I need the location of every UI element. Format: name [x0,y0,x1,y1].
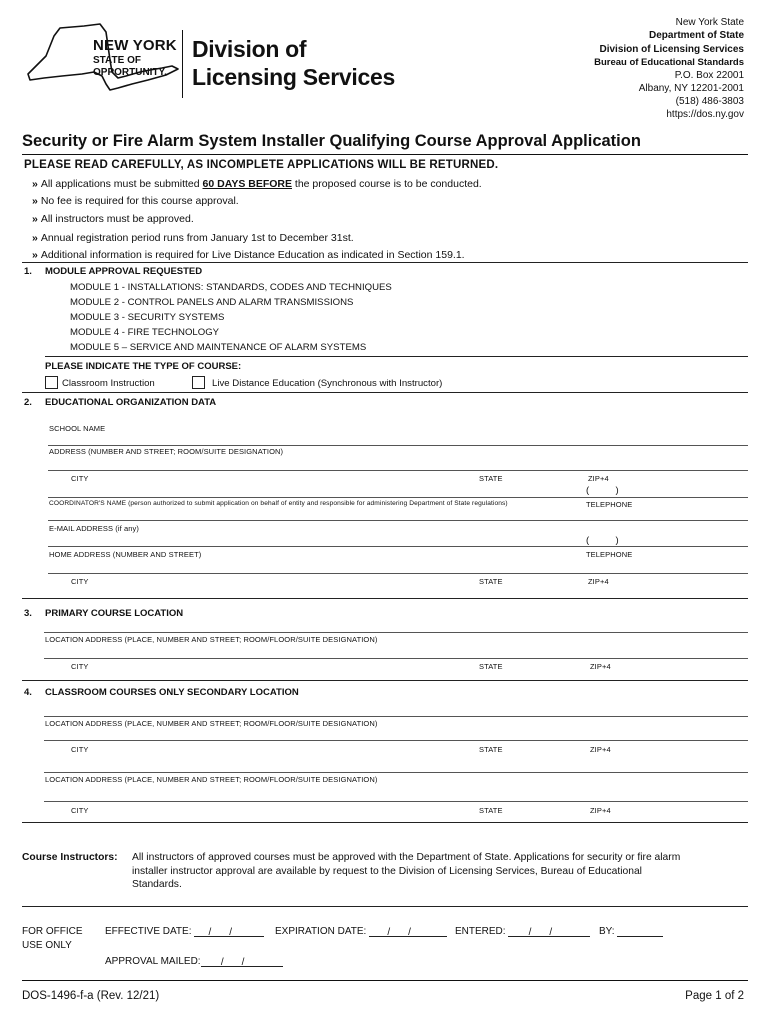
telephone-label: TELEPHONE [586,500,633,509]
form-title: Security or Fire Alarm System Installer Qualifying Course Approval Application [22,132,641,150]
secondary-city-field-2[interactable] [44,801,748,802]
email-label: E-MAIL ADDRESS (if any) [49,524,139,533]
bullet-registration [32,232,354,244]
telephone-label: TELEPHONE [586,550,633,559]
zip-label: ZIP+4 [590,806,611,815]
entered-label: ENTERED: [455,926,506,937]
entered-field[interactable] [508,927,590,937]
chevron-icon: » [32,178,38,190]
home-address-field[interactable] [48,546,748,547]
footer-rule [22,980,748,981]
section-rule [22,598,748,599]
date-slashes: // [528,927,571,938]
office-label-line2: USE ONLY [22,940,72,951]
agency-city: Albany, NY 12201-2001 [638,83,744,94]
classroom-label: Classroom Instruction [62,378,155,389]
bullet-fee [32,195,239,207]
location-label: LOCATION ADDRESS (PLACE, NUMBER AND STREET; ROOM/FLOOR/SUITE DESIGNATION) [45,775,378,784]
division-title-line1: Division of [192,36,307,62]
section-number: 2. [24,397,32,408]
by-field[interactable] [617,927,663,937]
zip-label: ZIP+4 [590,745,611,754]
effective-date-field[interactable] [194,927,264,937]
division-title-line2: Licensing Services [192,64,395,90]
warning-text: PLEASE READ CAREFULLY, AS INCOMPLETE APPLICATIONS WILL BE RETURNED. [24,159,499,171]
secondary-location-field-2[interactable] [44,772,748,773]
effective-date [105,926,264,937]
bullet-instructors [32,213,194,225]
bullet-submission [32,178,482,190]
entered-date [455,926,590,937]
city-label: CITY [71,662,89,671]
bullet-text: Additional information is required for Live Distance Education as indicated in Section 159.1. [40,249,465,261]
secondary-location-field[interactable] [44,716,748,717]
agency-po-box: P.O. Box 22001 [674,70,744,81]
expiration-date-label: EXPIRATION DATE: [275,926,367,937]
instructors-text-line1: All instructors of approved courses must be approved with the Department of State. Applications for security or fire alarm [132,852,681,863]
effective-date-label: EFFECTIVE DATE: [105,926,192,937]
agency-division: Division of Licensing Services [599,44,744,55]
chevron-icon: » [32,232,38,244]
agency-phone: (518) 486-3803 [675,96,744,107]
instructors-text-line3: Standards. [132,879,182,890]
section-rule [22,262,748,263]
agency-bureau: Bureau of Educational Standards [594,57,744,68]
section-number: 3. [24,608,32,619]
city-label: CITY [71,474,89,483]
city-label: CITY [71,577,89,586]
instructors-label: Course Instructors: [22,852,118,863]
logo-divider [182,30,183,98]
section-heading: PRIMARY COURSE LOCATION [45,608,184,619]
state-label: STATE [479,474,503,483]
section-heading: EDUCATIONAL ORGANIZATION DATA [45,397,217,408]
school-name-field[interactable] [48,445,748,446]
distance-label: Live Distance Education (Synchronous with Instructor) [212,378,443,389]
date-slashes: // [387,927,429,938]
area-code-parens: ( ) [586,535,619,546]
coordinator-field[interactable] [48,497,748,498]
agency-state: New York State [675,17,744,28]
email-field[interactable] [48,520,748,521]
module-4: MODULE 4 - FIRE TECHNOLOGY [70,327,220,338]
section-number: 1. [24,266,32,277]
date-slashes: // [220,957,263,968]
primary-location-field[interactable] [44,632,748,633]
coordinator-label: COORDINATOR'S NAME (person authorized to submit application on behalf of entity and responsible for administering Department of State regulations) [49,500,508,507]
course-type-heading: PLEASE INDICATE THE TYPE OF COURSE: [45,361,242,372]
zip-label: ZIP+4 [590,662,611,671]
bullet-text: All applications must be submitted [40,178,203,190]
state-label: STATE [479,806,503,815]
bullet-text: the proposed course is to be conducted. [292,178,482,190]
distance-checkbox[interactable] [192,376,205,389]
chevron-icon: » [32,213,38,225]
approval-mailed-label: APPROVAL MAILED: [105,956,201,967]
location-label: LOCATION ADDRESS (PLACE, NUMBER AND STREET; ROOM/FLOOR/SUITE DESIGNATION) [45,635,378,644]
form-number: DOS-1496-f-a (Rev. 12/21) [22,990,160,1002]
chevron-icon: » [32,249,38,261]
state-label: STATE [479,745,503,754]
agency-website[interactable]: https://dos.ny.gov [666,109,744,120]
secondary-city-field[interactable] [44,740,748,741]
logo-new-york: NEW YORK [93,37,177,54]
page-number: Page 1 of 2 [685,990,744,1002]
section-rule [22,822,748,823]
area-code-parens: ( ) [586,485,619,496]
state-label: STATE [479,662,503,671]
approval-mailed [105,956,283,967]
section-heading: MODULE APPROVAL REQUESTED [45,266,203,277]
by-field-group [599,926,663,937]
module-5: MODULE 5 – SERVICE AND MAINTENANCE OF ALARM SYSTEMS [70,342,367,353]
section-number: 4. [24,687,32,698]
expiration-date-field[interactable] [369,927,447,937]
agency-department: Department of State [648,30,744,41]
bullet-emphasis: 60 DAYS BEFORE [202,178,292,190]
title-rule [22,154,748,155]
home-city-field[interactable] [48,573,748,574]
section-rule [22,392,748,393]
address-field[interactable] [48,470,748,471]
address-label: ADDRESS (NUMBER AND STREET; ROOM/SUITE DESIGNATION) [49,447,284,456]
school-name-label: SCHOOL NAME [49,424,106,433]
bullet-text: All instructors must be approved. [40,213,194,225]
zip-label: ZIP+4 [588,577,609,586]
city-label: CITY [71,745,89,754]
section-rule [22,680,748,681]
instructors-text-line2: installer instructor approval are available by request to the Division of Licensing Services, Bureau of Educational [132,866,642,877]
logo-opportunity: OPPORTUNITY. [93,67,167,78]
module-3: MODULE 3 - SECURITY SYSTEMS [70,312,225,323]
chevron-icon: » [32,195,38,207]
state-label: STATE [479,577,503,586]
home-address-label: HOME ADDRESS (NUMBER AND STREET) [49,550,202,559]
zip-label: ZIP+4 [588,474,609,483]
section-rule [45,356,748,357]
approval-mailed-field[interactable] [201,957,283,967]
office-label-line1: FOR OFFICE [22,926,83,937]
bullet-distance [32,249,465,261]
logo-state-of: STATE OF [93,55,141,66]
location-label: LOCATION ADDRESS (PLACE, NUMBER AND STREET; ROOM/FLOOR/SUITE DESIGNATION) [45,719,378,728]
section-heading: CLASSROOM COURSES ONLY SECONDARY LOCATION [45,687,299,698]
primary-city-field[interactable] [44,658,748,659]
module-2: MODULE 2 - CONTROL PANELS AND ALARM TRANSMISSIONS [70,297,354,308]
expiration-date [275,926,447,937]
bullet-text: No fee is required for this course approval. [40,195,239,207]
classroom-checkbox[interactable] [45,376,58,389]
date-slashes: // [208,927,251,938]
module-1: MODULE 1 - INSTALLATIONS: STANDARDS, CODES AND TECHNIQUES [70,282,392,293]
bullet-text: Annual registration period runs from January 1st to December 31st. [40,232,354,244]
by-label: BY: [599,926,615,937]
city-label: CITY [71,806,89,815]
section-rule [22,906,748,907]
